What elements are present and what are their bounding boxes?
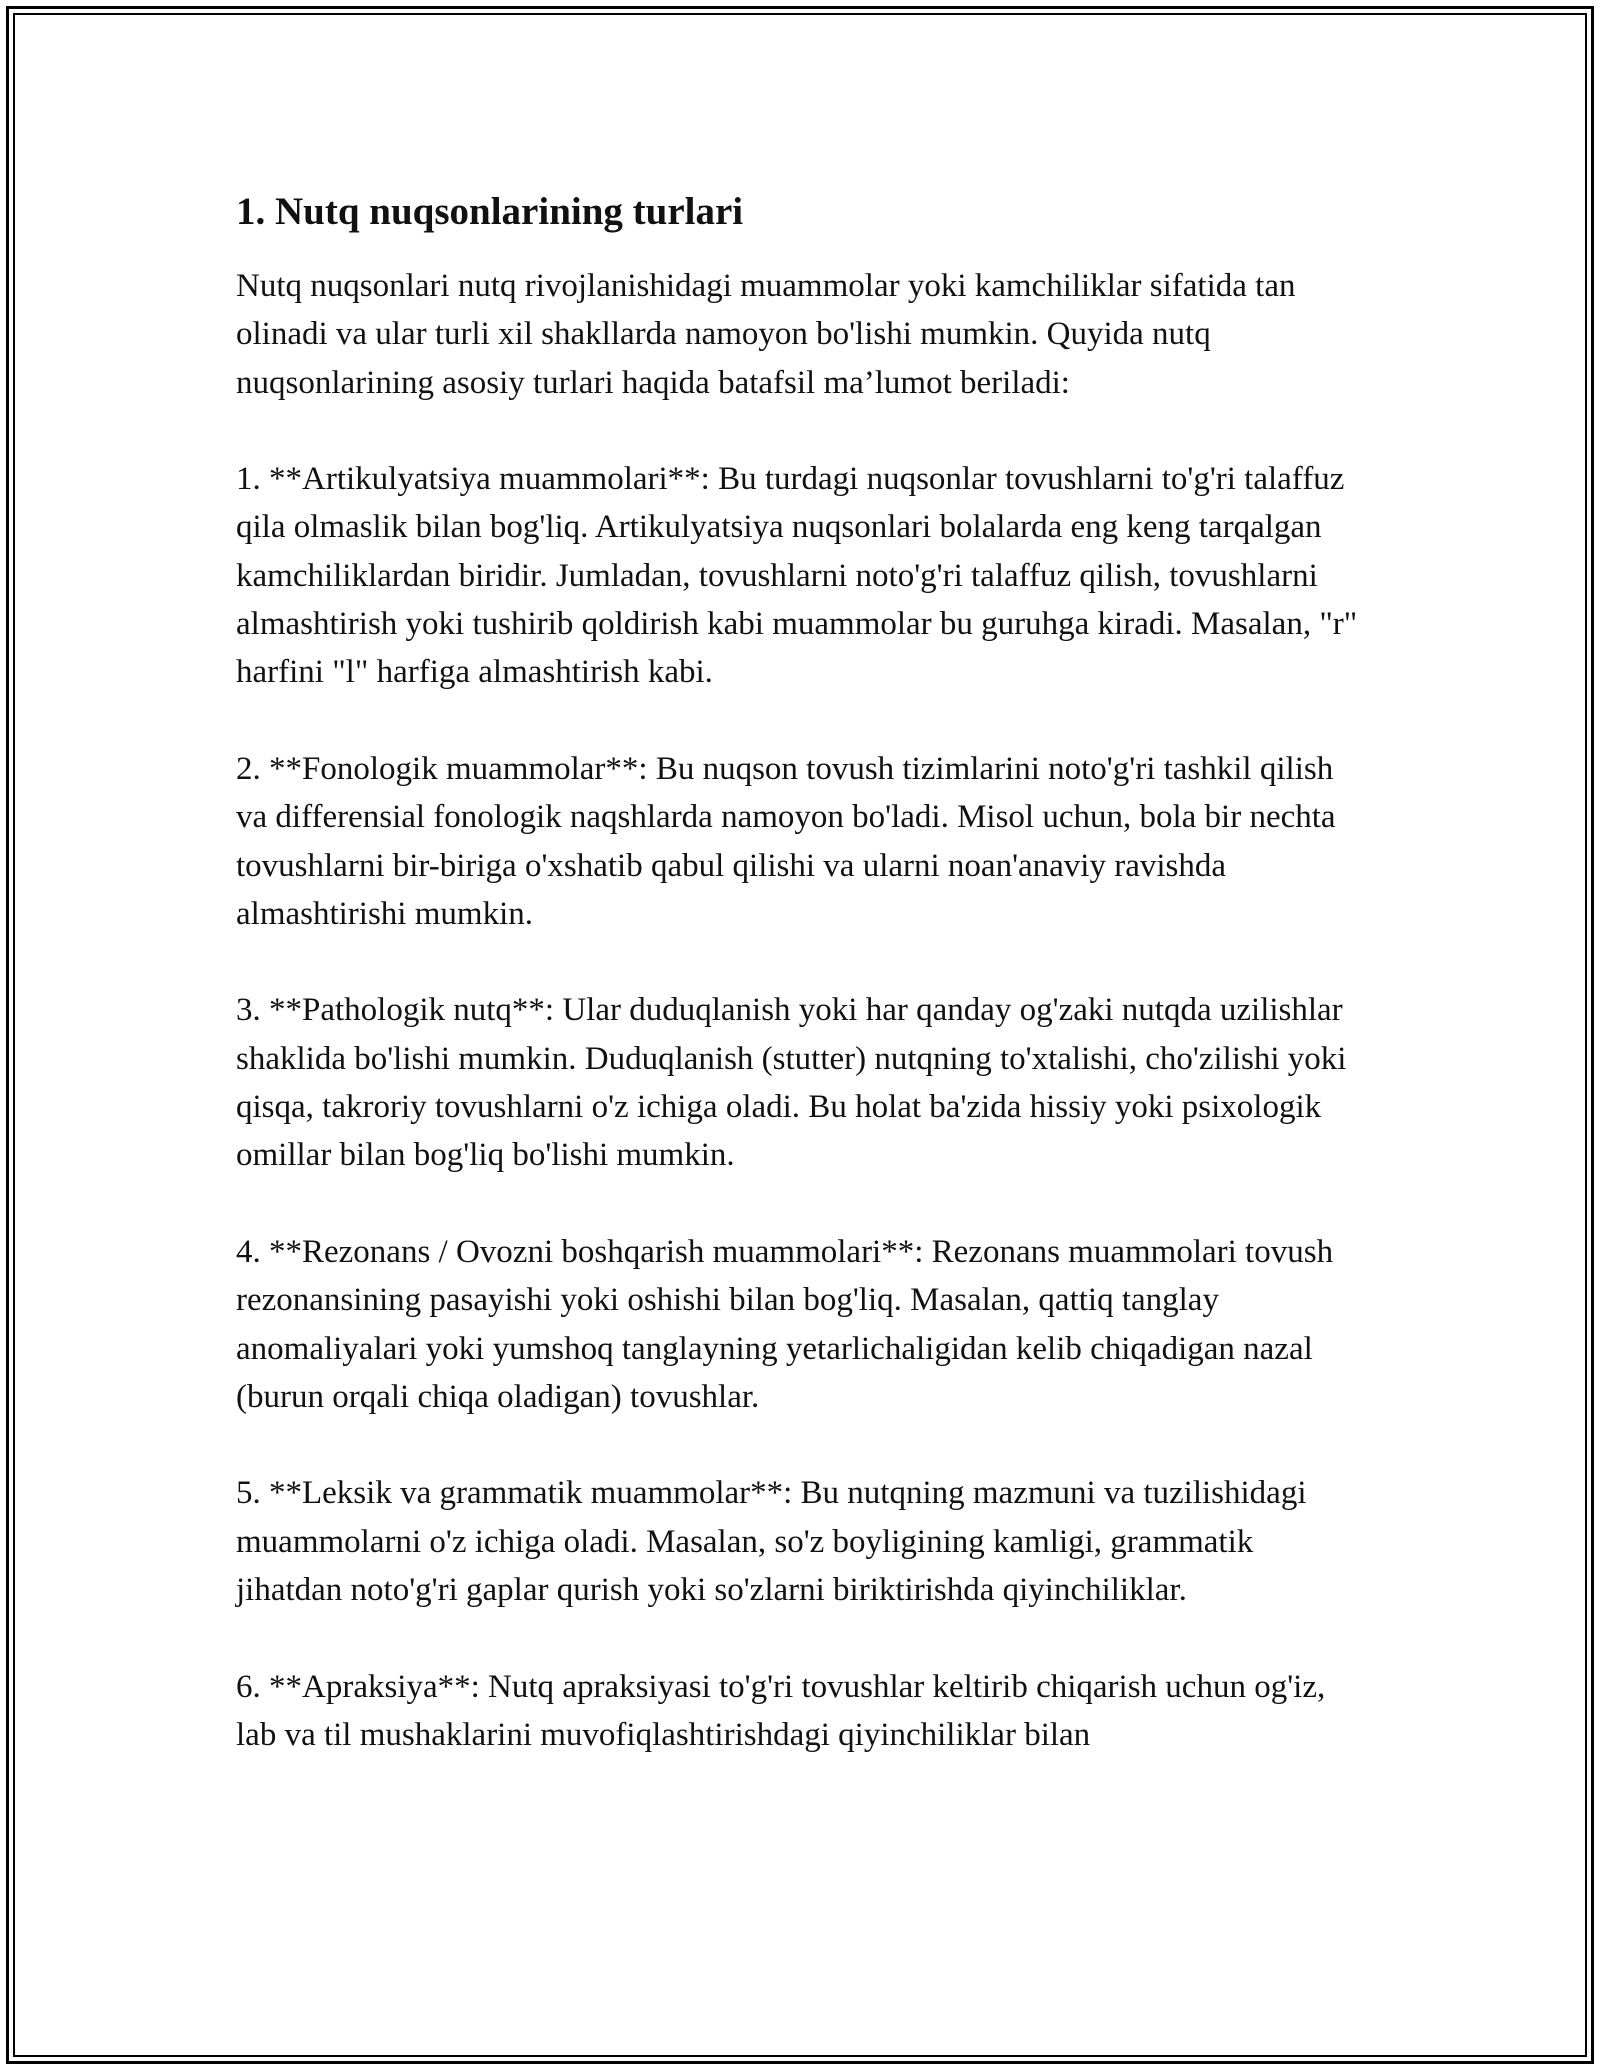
paragraph-resonance: 4. **Rezonans / Ovozni boshqarish muammolari**: Rezonans muammolari tovush rezonansining pasayishi yoki oshishi bilan bog'liq. Masalan, qattiq tanglay anomaliyalari yoki yumshoq tanglayning yetarlichaligidan kelib chiqadigan nazal (burun orqali chiqa oladigan) tovushlar.: [236, 1233, 1334, 1415]
section-heading: 1. Nutq nuqsonlarining turlari: [236, 190, 744, 233]
paragraph-articulation: 1. **Artikulyatsiya muammolari**: Bu turdagi nuqsonlar tovushlarni to'g'ri talaffuz qila olmaslik bilan bog'liq. Artikulyatsiya nuqsonlari bolalarda eng keng tarqalgan kamchiliklardan biridir. Jumladan, tovushlarni noto'g'ri talaffuz qilish, tovushlarni almashtirish yoki tushirib qoldirish kabi muammolar bu guruhga kiradi. Masalan, "r" harfini "l" harfiga almashtirish kabi.: [236, 461, 1358, 691]
intro-paragraph: Nutq nuqsonlari nutq rivojlanishidagi muammolar yoki kamchiliklar sifatida tan olinadi va ular turli xil shakllarda namoyon bo'lishi mumkin. Quyida nutq nuqsonlarining asosiy turlari haqida batafsil ma’lumot beriladi:: [236, 268, 1296, 401]
document-body: [236, 188, 1366, 1759]
paragraph-phonological: 2. **Fonologik muammolar**: Bu nuqson tovush tizimlarini noto'g'ri tashkil qilish va differensial fonologik naqshlarda namoyon bo'ladi. Misol uchun, bola bir nechta tovushlarni bir-biriga o'xshatib qabul qilishi va ularni noan'anaviy ravishda almashtirishi mumkin.: [236, 750, 1336, 932]
paragraph-lexical-grammatical: 5. **Leksik va grammatik muammolar**: Bu nutqning mazmuni va tuzilishidagi muammolarni o'z ichiga oladi. Masalan, so'z boyligining kamligi, grammatik jihatdan noto'g'ri gaplar qurish yoki so'zlarni biriktirishda qiyinchiliklar.: [236, 1475, 1307, 1609]
paragraph-pathological: 3. **Pathologik nutq**: Ular duduqlanish yoki har qanday og'zaki nutqda uzilishlar shaklida bo'lishi mumkin. Duduqlanish (stutter) nutqning to'xtalishi, cho'zilishi yoki qisqa, takroriy tovushlarni o'z ichiga oladi. Bu holat ba'zida hissiy yoki psixologik omillar bilan bog'liq bo'lishi mumkin.: [236, 992, 1347, 1174]
paragraph-apraxia: 6. **Apraksiya**: Nutq apraksiyasi to'g'ri tovushlar keltirib chiqarish uchun og'iz, lab va til mushaklarini muvofiqlashtirishdagi qiyinchiliklar bilan: [236, 1668, 1326, 1753]
